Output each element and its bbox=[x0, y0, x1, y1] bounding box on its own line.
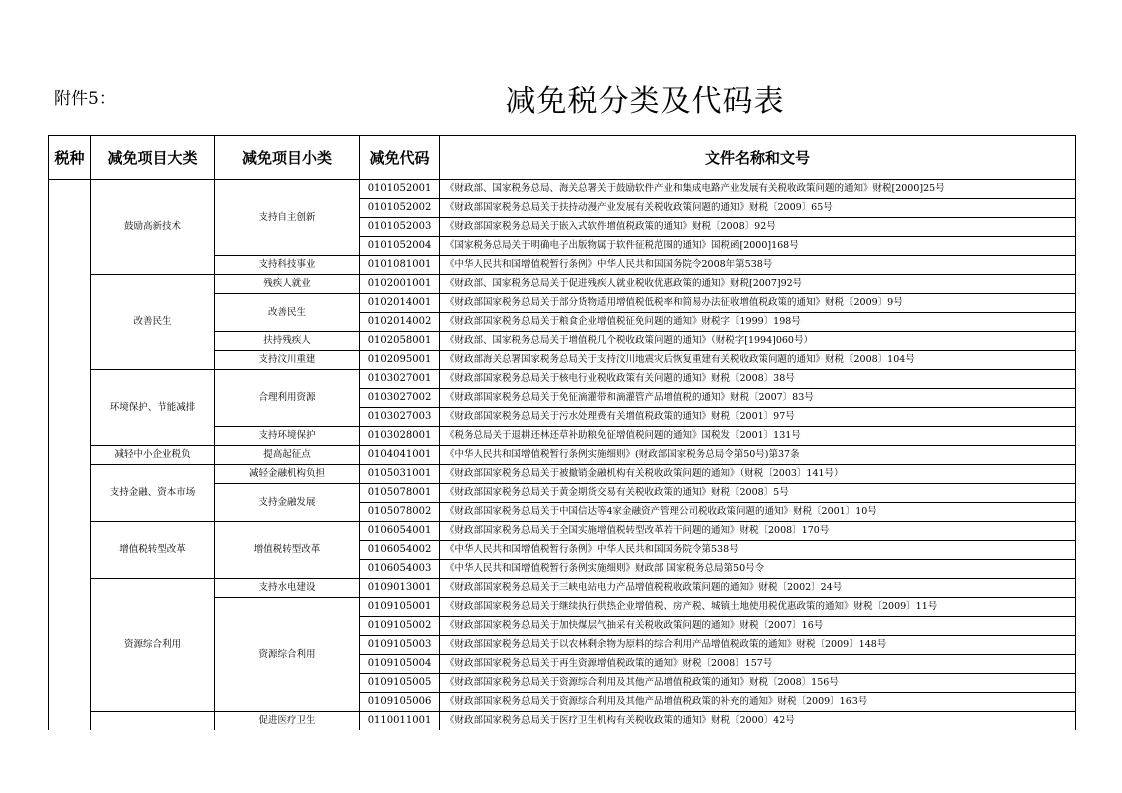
code-cell: 0106054003 bbox=[360, 560, 440, 579]
document-cell: 《财政部国家税务总局关于部分货物适用增值税低税率和简易办法征收增值税政策的通知》财税〔2009〕9号 bbox=[440, 294, 1076, 313]
col-header-document: 文件名称和文号 bbox=[440, 136, 1076, 180]
document-cell: 《财政部国家税务总局关于以农林剩余物为原料的综合利用产品增值税政策的通知》财税〔2009〕148号 bbox=[440, 636, 1076, 655]
document-cell: 《财政部、国家税务总局关于促进残疾人就业税收优惠政策的通知》财税[2007]92号 bbox=[440, 275, 1076, 294]
subcategory-cell: 合理利用资源 bbox=[215, 370, 360, 427]
subcategory-cell: 促进医疗卫生 bbox=[215, 712, 360, 731]
table-body bbox=[49, 180, 1076, 731]
code-cell: 0105031001 bbox=[360, 465, 440, 484]
document-cell: 《财政部国家税务总局关于扶持动漫产业发展有关税收政策问题的通知》财税〔2009〕65号 bbox=[440, 199, 1076, 218]
document-cell: 《中华人民共和国增值税暂行条例实施细则》(财政部国家税务总局令第50号)第37条 bbox=[440, 446, 1076, 465]
table-row bbox=[49, 180, 1076, 199]
code-cell: 0103027002 bbox=[360, 389, 440, 408]
document-cell: 《财政部国家税务总局关于嵌入式软件增值税政策的通知》财税〔2008〕92号 bbox=[440, 218, 1076, 237]
subcategory-cell: 支持水电建设 bbox=[215, 579, 360, 598]
code-cell: 0110011001 bbox=[360, 712, 440, 731]
category-cell bbox=[91, 712, 215, 731]
subcategory-cell: 支持金融发展 bbox=[215, 484, 360, 522]
col-header-category: 减免项目大类 bbox=[91, 136, 215, 180]
code-cell: 0103027001 bbox=[360, 370, 440, 389]
page-title: 减免税分类及代码表 bbox=[505, 84, 785, 119]
tax-code-table bbox=[48, 135, 1076, 730]
table-row bbox=[49, 275, 1076, 294]
code-cell: 0109013001 bbox=[360, 579, 440, 598]
document-cell: 《财政部海关总署国家税务总局关于支持汶川地震灾后恢复重建有关税收政策问题的通知》财税〔2008〕104号 bbox=[440, 351, 1076, 370]
table-row bbox=[49, 712, 1076, 731]
code-cell: 0102058001 bbox=[360, 332, 440, 351]
subcategory-cell: 残疾人就业 bbox=[215, 275, 360, 294]
document-cell: 《国家税务总局关于明确电子出版物属于软件征税范围的通知》国税函[2000]168号 bbox=[440, 237, 1076, 256]
table-header-row bbox=[49, 136, 1076, 180]
document-cell: 《财政部国家税务总局关于中国信达等4家金融资产管理公司税收政策问题的通知》财税〔2001〕10号 bbox=[440, 503, 1076, 522]
tax-type-cell bbox=[49, 180, 91, 731]
document-cell: 《财政部国家税务总局关于继续执行供热企业增值税、房产税、城镇土地使用税优惠政策的通知》财税〔2009〕11号 bbox=[440, 598, 1076, 617]
code-cell: 0102095001 bbox=[360, 351, 440, 370]
document-cell: 《财政部国家税务总局关于加快煤层气抽采有关税收政策问题的通知》财税〔2007〕16号 bbox=[440, 617, 1076, 636]
document-cell: 《财政部国家税务总局关于三峡电站电力产品增值税税收政策问题的通知》财税〔2002〕24号 bbox=[440, 579, 1076, 598]
col-header-subcategory: 减免项目小类 bbox=[215, 136, 360, 180]
document-cell: 《财政部国家税务总局关于黄金期货交易有关税收政策的通知》财税〔2008〕5号 bbox=[440, 484, 1076, 503]
subcategory-cell: 增值税转型改革 bbox=[215, 522, 360, 579]
subcategory-cell: 扶持残疾人 bbox=[215, 332, 360, 351]
subcategory-cell: 支持科技事业 bbox=[215, 256, 360, 275]
category-cell: 资源综合利用 bbox=[91, 579, 215, 712]
table-row bbox=[49, 465, 1076, 484]
col-header-code: 减免代码 bbox=[360, 136, 440, 180]
code-cell: 0109105002 bbox=[360, 617, 440, 636]
category-cell: 鼓励高新技术 bbox=[91, 180, 215, 275]
code-cell: 0101052004 bbox=[360, 237, 440, 256]
code-cell: 0109105001 bbox=[360, 598, 440, 617]
subcategory-cell: 支持环境保护 bbox=[215, 427, 360, 446]
document-cell: 《财政部、国家税务总局关于增值税几个税收政策问题的通知》（财税字[1994]060号） bbox=[440, 332, 1076, 351]
document-cell: 《财政部国家税务总局关于全国实施增值税转型改革若干问题的通知》财税〔2008〕170号 bbox=[440, 522, 1076, 541]
category-cell: 减轻中小企业税负 bbox=[91, 446, 215, 465]
subcategory-cell: 资源综合利用 bbox=[215, 598, 360, 712]
col-header-tax-type: 税种 bbox=[49, 136, 91, 180]
table-row bbox=[49, 579, 1076, 598]
subcategory-cell: 改善民生 bbox=[215, 294, 360, 332]
code-cell: 0102014001 bbox=[360, 294, 440, 313]
category-cell: 改善民生 bbox=[91, 275, 215, 370]
subcategory-cell: 提高起征点 bbox=[215, 446, 360, 465]
document-cell: 《财政部国家税务总局关于核电行业税收政策有关问题的通知》财税〔2008〕38号 bbox=[440, 370, 1076, 389]
document-cell: 《财政部国家税务总局关于资源综合利用及其他产品增值税政策的通知》财税〔2008〕156号 bbox=[440, 674, 1076, 693]
code-cell: 0106054002 bbox=[360, 541, 440, 560]
code-cell: 0102001001 bbox=[360, 275, 440, 294]
code-cell: 0104041001 bbox=[360, 446, 440, 465]
table-row bbox=[49, 446, 1076, 465]
document-cell: 《财政部国家税务总局关于再生资源增值税政策的通知》财税〔2008〕157号 bbox=[440, 655, 1076, 674]
attachment-label: 附件5： bbox=[54, 89, 116, 109]
document-cell: 《中华人民共和国增值税暂行条例》中华人民共和国国务院令第538号 bbox=[440, 541, 1076, 560]
code-cell: 0101052003 bbox=[360, 218, 440, 237]
code-cell: 0102014002 bbox=[360, 313, 440, 332]
code-cell: 0105078002 bbox=[360, 503, 440, 522]
subcategory-cell: 支持自主创新 bbox=[215, 180, 360, 256]
category-cell: 环境保护、节能减排 bbox=[91, 370, 215, 446]
code-cell: 0101081001 bbox=[360, 256, 440, 275]
subcategory-cell: 支持汶川重建 bbox=[215, 351, 360, 370]
code-cell: 0109105005 bbox=[360, 674, 440, 693]
code-cell: 0109105004 bbox=[360, 655, 440, 674]
code-cell: 0103027003 bbox=[360, 408, 440, 427]
document-cell: 《中华人民共和国增值税暂行条例》中华人民共和国国务院令2008年第538号 bbox=[440, 256, 1076, 275]
document-cell: 《财政部国家税务总局关于资源综合利用及其他产品增值税政策的补充的通知》财税〔2009〕163号 bbox=[440, 693, 1076, 712]
category-cell: 增值税转型改革 bbox=[91, 522, 215, 579]
code-cell: 0101052001 bbox=[360, 180, 440, 199]
category-cell: 支持金融、资本市场 bbox=[91, 465, 215, 522]
code-cell: 0106054001 bbox=[360, 522, 440, 541]
document-cell: 《财政部国家税务总局关于污水处理费有关增值税政策的通知》财税〔2001〕97号 bbox=[440, 408, 1076, 427]
code-cell: 0103028001 bbox=[360, 427, 440, 446]
document-cell: 《财政部国家税务总局关于免征滴灌带和滴灌管产品增值税的通知》财税〔2007〕83号 bbox=[440, 389, 1076, 408]
code-cell: 0109105003 bbox=[360, 636, 440, 655]
code-cell: 0109105006 bbox=[360, 693, 440, 712]
table-row bbox=[49, 522, 1076, 541]
document-cell: 《财政部国家税务总局关于被撤销金融机构有关税收政策问题的通知》（财税〔2003〕141号） bbox=[440, 465, 1076, 484]
document-cell: 《中华人民共和国增值税暂行条例实施细则》财政部 国家税务总局第50号令 bbox=[440, 560, 1076, 579]
code-cell: 0101052002 bbox=[360, 199, 440, 218]
document-cell: 《财政部、国家税务总局、海关总署关于鼓励软件产业和集成电路产业发展有关税收政策问题的通知》财税[2000]25号 bbox=[440, 180, 1076, 199]
table-row bbox=[49, 370, 1076, 389]
document-cell: 《税务总局关于退耕还林还草补助粮免征增值税问题的通知》国税发〔2001〕131号 bbox=[440, 427, 1076, 446]
document-cell: 《财政部国家税务总局关于医疗卫生机构有关税收政策的通知》财税〔2000〕42号 bbox=[440, 712, 1076, 731]
document-cell: 《财政部国家税务总局关于粮食企业增值税征免问题的通知》财税字〔1999〕198号 bbox=[440, 313, 1076, 332]
subcategory-cell: 减轻金融机构负担 bbox=[215, 465, 360, 484]
code-cell: 0105078001 bbox=[360, 484, 440, 503]
